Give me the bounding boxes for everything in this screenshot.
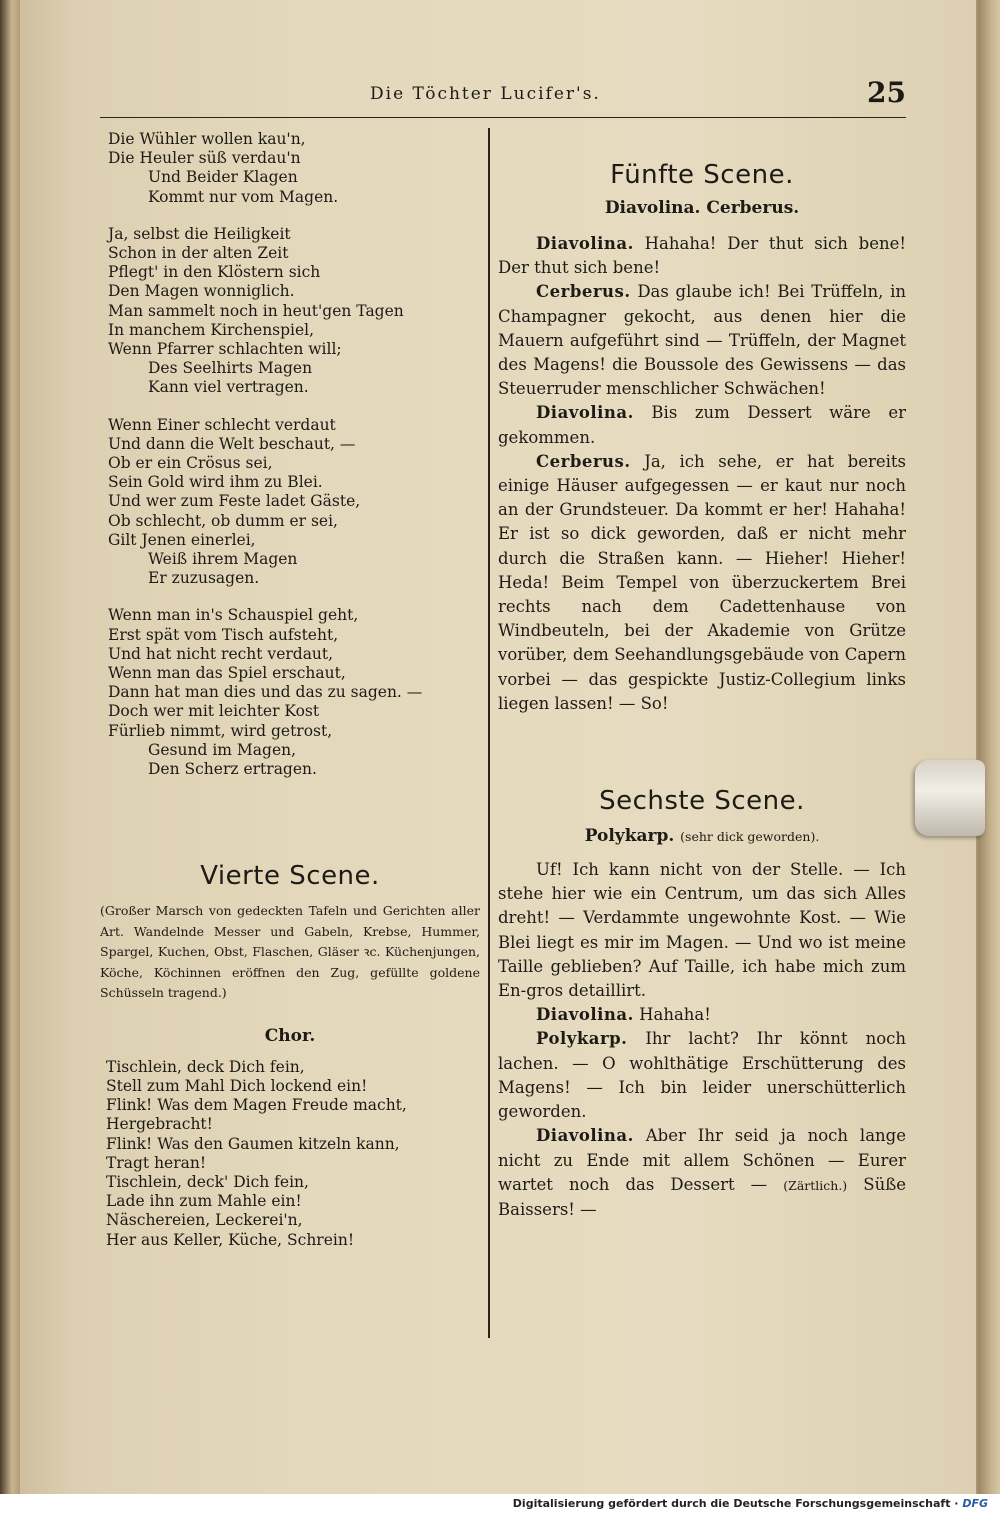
verse-line: Wenn Pfarrer schlachten will;: [108, 340, 342, 359]
verse-line: Man sammelt noch in heut'gen Tagen: [108, 301, 404, 320]
verse-line: Ja, selbst die Heiligkeit: [108, 224, 291, 243]
digitization-footer: [0, 1494, 1000, 1514]
verse-line: Kommt nur vom Magen.: [148, 187, 339, 206]
dfg-logo: DFG: [962, 1497, 988, 1510]
verse-line: Und hat nicht recht verdaut,: [108, 644, 334, 663]
speech-text: Aber Ihr seid ja noch lange nicht zu Ende mit allem Schönen — Eurer wartet noch das Dessert —: [498, 1126, 906, 1194]
verse-line: Näschereien, Leckerei'n,: [106, 1211, 303, 1230]
verse-line: Flink! Was dem Magen Freude macht,: [106, 1096, 407, 1115]
chor-lines: [100, 1058, 480, 1250]
dialogue-entry: [498, 450, 906, 716]
verse-line: Erst spät vom Tisch aufsteht,: [108, 625, 339, 644]
footer-text: Digitalisierung gefördert durch die Deutsche Forschungsgemeinschaft ·: [512, 1497, 959, 1510]
right-column: [498, 130, 906, 1222]
dialogue-entry: [498, 401, 906, 449]
verse-line: Und Beider Klagen: [148, 168, 298, 187]
scene-4-stage-direction: (Großer Marsch von gedeckten Tafeln und Gerichten aller Art. Wandelnde Messer und Gabeln, Krebse, Hummer, Spargel, Kuchen, Obst, Flaschen, Gläser ꝛc. Küchenjungen, Köche, Köchinnen eröffnen den Zug, gefüllte goldene Schüsseln tragend.): [100, 903, 480, 1001]
stanza-3: [100, 416, 480, 589]
stage-direction: (sehr dick geworden).: [680, 829, 820, 845]
verse-line: Weiß ihrem Magen: [148, 550, 298, 569]
speaker-name: Polykarp.: [536, 1029, 628, 1049]
stanza-1: [100, 130, 480, 207]
speech-text: Süße Baissers! —: [498, 1174, 906, 1219]
scene-6-title: Sechste Scene.: [599, 786, 805, 817]
verse-line: Gesund im Magen,: [148, 740, 297, 759]
song-verses: [100, 130, 480, 779]
scene-5-title: Fünfte Scene.: [610, 160, 794, 190]
chor-label: Chor.: [264, 1025, 316, 1046]
speech-text: Bis zum Dessert wäre er gekommen.: [498, 403, 907, 447]
verse-line: Er zuzusagen.: [148, 569, 260, 588]
stanza-4: [100, 606, 480, 779]
verse-line: Tischlein, deck' Dich fein,: [106, 1173, 309, 1192]
dialogue-entry: [498, 232, 906, 280]
verse-line: Tragt heran!: [106, 1153, 207, 1172]
speech-text: Hahaha!: [639, 1005, 711, 1025]
dialogue-entry: [498, 1027, 906, 1124]
speaker-name: Diavolina.: [536, 1126, 634, 1146]
verse-line: Kann viel vertragen.: [148, 378, 309, 397]
verse-line: Lade ihn zum Mahle ein!: [106, 1192, 302, 1211]
verse-line: Fürlieb nimmt, wird getrost,: [108, 721, 333, 740]
verse-line: Dann hat man dies und das zu sagen. —: [108, 683, 423, 702]
page-edge-right: [978, 0, 1000, 1494]
speaker-name: Diavolina.: [536, 1005, 634, 1025]
speech-text: Ja, ich sehe, er hat bereits einige Häuser aufgegessen — er kaut nur noch an der Grundsteuer. Da kommt er her! Hahaha! Er ist so dick geworden, daß er nicht mehr durch die Straßen kann. — Hieher! Hieher! Heda! Beim Tempel von überzuckertem Brei rechts nach dem Cadettenhause von Windbeuteln, bei der Akademie von Grütze vorüber, dem Seehandlungsgebäude von Capern vorbei — das gespickte Justiz-Collegium links liegen lassen! — So!: [498, 451, 906, 713]
verse-line: Die Wühler wollen kau'n,: [108, 130, 306, 148]
verse-line: Wenn man das Spiel erschaut,: [108, 664, 346, 683]
verse-line: Und dann die Welt beschaut, —: [108, 434, 356, 453]
verse-line: Wenn man in's Schauspiel geht,: [108, 606, 359, 625]
page-clip-tab: [915, 760, 985, 836]
speaker-name: Cerberus.: [536, 282, 631, 302]
page-header: [100, 78, 906, 118]
speech-text: Uf! Ich kann nicht von der Stelle. — Ich stehe hier wie ein Centrum, um das sich Alles dreht! — Verdammte ungewohnte Kost. — Wie Blei liegt es mir im Magen. — Und wo ist meine Taille geblieben? Auf Taille, ich habe mich zum En-gros detaillirt.: [498, 860, 906, 1001]
scene-6-intro: [498, 826, 906, 846]
verse-line: Stell zum Mahl Dich lockend ein!: [106, 1077, 368, 1095]
scene-4-title: Vierte Scene.: [200, 861, 380, 892]
speaker-name: Diavolina.: [536, 234, 634, 253]
verse-line: In manchem Kirchenspiel,: [108, 320, 315, 339]
speech-text: Ihr lacht? Ihr könnt noch lachen. — O wohlthätige Erschütterung des Magens! — Ich bin leider unerschütterlich geworden.: [498, 1029, 907, 1122]
verse-line: Flink! Was den Gaumen kitzeln kann,: [106, 1134, 400, 1153]
stanza-2: [100, 225, 480, 398]
verse-line: Ob er ein Crösus sei,: [108, 454, 273, 473]
scene-5-cast: Diavolina. Cerberus.: [604, 198, 800, 218]
verse-line: Sein Gold wird ihm zu Blei.: [108, 473, 323, 492]
left-column: [100, 130, 480, 1250]
speaker-name: Diavolina.: [536, 403, 634, 423]
running-title: Die Töchter Lucifer's.: [370, 84, 601, 104]
dialogue-entry: [498, 280, 906, 401]
speaker-name: Polykarp.: [584, 826, 675, 847]
verse-line: Tischlein, deck Dich fein,: [106, 1057, 305, 1076]
verse-line: Wenn Einer schlecht verdaut: [108, 415, 336, 434]
column-divider: [488, 128, 490, 1338]
verse-line: Den Magen wonniglich.: [108, 282, 295, 301]
verse-line: Gilt Jenen einerlei,: [108, 530, 256, 549]
verse-line: Schon in der alten Zeit: [108, 244, 289, 263]
speech-text: Das glaube ich! Bei Trüffeln, in Champagner gekocht, aus denen hier die Mauern aufgeführt sind — Trüffeln, der Magnet des Magens! die Boussole des Gewissens — das Steuerruder menschlicher Schwächen!: [498, 282, 907, 399]
dialogue-entry: [498, 1003, 906, 1027]
verse-line: Und wer zum Feste ladet Gäste,: [108, 492, 361, 511]
dialogue-entry: [498, 858, 906, 1003]
adjacent-page-edge: [0, 0, 20, 1514]
speaker-name: Cerberus.: [536, 451, 631, 471]
verse-line: Pflegt' in den Klöstern sich: [108, 263, 321, 282]
verse-line: Ob schlecht, ob dumm er sei,: [108, 511, 338, 530]
verse-line: Her aus Keller, Küche, Schrein!: [106, 1230, 355, 1249]
verse-line: Die Heuler süß verdau'n: [108, 149, 301, 168]
stage-direction: (Zärtlich.): [783, 1177, 848, 1193]
scene-5-dialogue: [498, 232, 906, 716]
verse-line: Hergebracht!: [106, 1115, 213, 1134]
verse-line: Den Scherz ertragen.: [148, 760, 317, 779]
page-number: 25: [867, 76, 906, 109]
scene-6-dialogue: [498, 858, 906, 1222]
speech-text: Hahaha! Der thut sich bene! Der thut sich bene!: [498, 234, 907, 278]
verse-line: Des Seelhirts Magen: [148, 359, 313, 378]
dialogue-entry: [498, 1124, 906, 1222]
verse-line: Doch wer mit leichter Kost: [108, 702, 320, 721]
